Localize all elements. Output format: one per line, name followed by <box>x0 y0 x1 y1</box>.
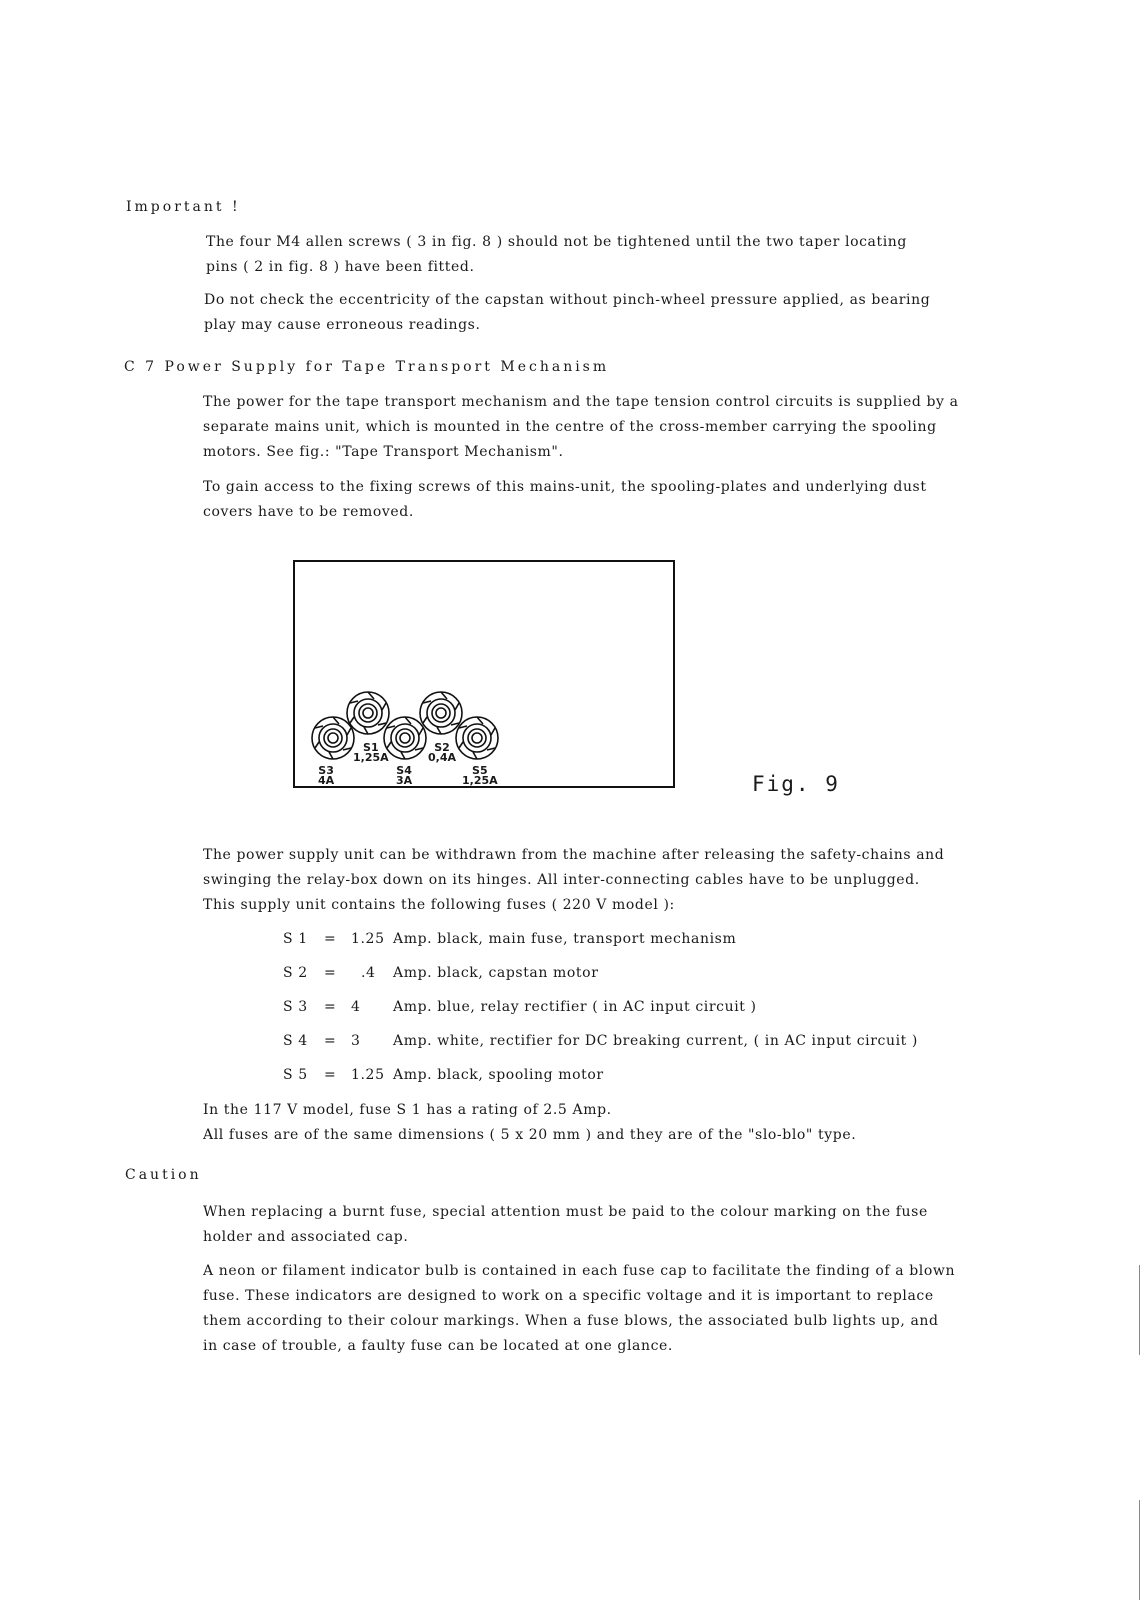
scan-edge-mark <box>1139 1500 1140 1600</box>
text-line: motors. See fig.: "Tape Transport Mechanism". <box>203 444 564 460</box>
fuse-holder-s5 <box>456 717 498 759</box>
figure-caption: Fig. 9 <box>752 772 840 796</box>
text-line: swinging the relay-box down on its hinges. All inter-connecting cables have to be unplugged. <box>203 872 920 888</box>
text-line: separate mains unit, which is mounted in the centre of the cross-member carrying the spooling <box>203 419 937 435</box>
fuse-name: S 3 <box>283 999 308 1015</box>
text-line: All fuses are of the same dimensions ( 5 x 20 mm ) and they are of the "slo-blo" type. <box>203 1127 857 1143</box>
text-line: covers have to be removed. <box>203 504 414 520</box>
fuse-notes <box>203 1098 856 1148</box>
text-line: The power supply unit can be withdrawn from the machine after releasing the safety-chains and <box>203 847 945 863</box>
text-line: A neon or filament indicator bulb is contained in each fuse cap to facilitate the finding of a blown <box>203 1263 956 1279</box>
caution-heading: Caution <box>125 1167 202 1183</box>
fuse-list-row <box>283 1033 923 1053</box>
section-c7-heading: C 7 Power Supply for Tape Transport Mechanism <box>124 359 610 375</box>
fuse-value: 3 <box>351 1033 361 1049</box>
fuse-value: .4 <box>361 965 376 981</box>
text-line: The power for the tape transport mechanism and the tape tension control circuits is supplied by a <box>203 394 959 410</box>
fuse-holder-s2 <box>420 692 462 734</box>
text-line: In the 117 V model, fuse S 1 has a rating of 2.5 Amp. <box>203 1102 612 1118</box>
fuse-holder-s3 <box>312 717 354 759</box>
text-line: When replacing a burnt fuse, special attention must be paid to the colour marking on the fuse <box>203 1204 928 1220</box>
fuse-holder-diagram <box>293 560 675 788</box>
fuse-holder-s4 <box>384 717 426 759</box>
caution-paragraph-2 <box>203 1259 955 1359</box>
fuse-description: Amp. black, capstan motor <box>393 965 599 981</box>
fuse-equals: = <box>324 999 337 1015</box>
text-line: in case of trouble, a faulty fuse can be located at one glance. <box>203 1338 673 1354</box>
fuse-list-row <box>283 999 923 1019</box>
fuse-value: 1.25 <box>351 1067 385 1083</box>
fuse-equals: = <box>324 1067 337 1083</box>
section-c7-paragraph-2 <box>203 475 927 525</box>
text-line: play may cause erroneous readings. <box>204 317 481 333</box>
fuse-label-s4: S4 3A <box>396 764 413 787</box>
fuse-list-row <box>283 931 923 951</box>
text-line: This supply unit contains the following fuses ( 220 V model ): <box>203 897 675 913</box>
fuse-label-s2: S2 0,4A <box>428 741 456 764</box>
fuse-description: Amp. blue, relay rectifier ( in AC input circuit ) <box>393 999 757 1015</box>
fuse-label-s3: S3 4A <box>318 764 335 787</box>
important-paragraph-1 <box>206 230 907 280</box>
fuse-name: S 5 <box>283 1067 308 1083</box>
caution-paragraph-1 <box>203 1200 928 1250</box>
text-line: fuse. These indicators are designed to work on a specific voltage and it is important to replace <box>203 1288 934 1304</box>
text-line: To gain access to the fixing screws of this mains-unit, the spooling-plates and underlying dust <box>203 479 927 495</box>
important-heading: Important ! <box>126 199 241 215</box>
fuse-name: S 1 <box>283 931 308 947</box>
fuse-label-s5: S5 1,25A <box>462 764 498 787</box>
fuse-description: Amp. white, rectifier for DC breaking current, ( in AC input circuit ) <box>393 1033 918 1049</box>
fuse-value: 4 <box>351 999 361 1015</box>
fuse-equals: = <box>324 965 337 981</box>
fuse-name: S 4 <box>283 1033 308 1049</box>
important-paragraph-2 <box>204 288 930 338</box>
fuse-label-s1: S1 1,25A <box>353 741 389 764</box>
text-line: holder and associated cap. <box>203 1229 409 1245</box>
fuse-equals: = <box>324 931 337 947</box>
fuse-list-row <box>283 1067 923 1087</box>
scan-edge-mark <box>1139 1265 1140 1355</box>
text-line: them according to their colour markings. When a fuse blows, the associated bulb lights up, and <box>203 1313 939 1329</box>
text-line: pins ( 2 in fig. 8 ) have been fitted. <box>206 259 475 275</box>
fuse-name: S 2 <box>283 965 308 981</box>
supply-paragraph <box>203 843 944 918</box>
fuse-holder-s1 <box>347 692 389 734</box>
fuse-description: Amp. black, main fuse, transport mechanism <box>393 931 737 947</box>
fuse-description: Amp. black, spooling motor <box>393 1067 604 1083</box>
section-c7-paragraph-1 <box>203 390 959 465</box>
text-line: The four M4 allen screws ( 3 in fig. 8 ) should not be tightened until the two taper locating <box>206 234 907 250</box>
fuse-value: 1.25 <box>351 931 385 947</box>
fuse-list-row <box>283 965 923 985</box>
text-line: Do not check the eccentricity of the capstan without pinch-wheel pressure applied, as bearing <box>204 292 931 308</box>
fuse-equals: = <box>324 1033 337 1049</box>
